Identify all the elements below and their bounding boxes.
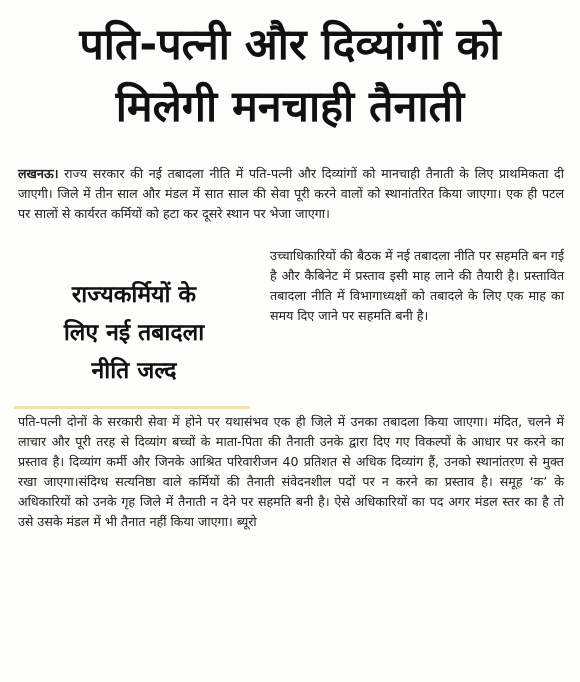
continuation-paragraph [18,412,564,532]
subheadline-line-3: नीति जल्द [91,358,177,384]
right-column-paragraph: उच्चाधिकारियों की बैठक में नई तबादला नीति पर सहमति बन गई है और कैबिनेट में प्रस्ताव इसी माह लाने की तैयारी है। प्रस्तावित तबादला नीति में विभागाध्यक्षों को तबादले के लिए एक माह का समय दिए जाने पर सहमति बनी है। [270,248,564,323]
headline-line-2: मिलेगी मनचाही तैनाती [115,82,465,132]
intro-text: राज्य सरकार की नई तबादला नीति में पति-पत्नी और दिव्यांगों को मानचाही तैनाती के लिए प्राथमिकता दी जाएगी। जिले में तीन साल और मंडल में सात साल की सेवा पूरी करने वालों को स्थानांतरित किया जाएगा। एक ही पटल पर सालों से कार्यरत कर्मियों को हटा कर दूसरे स्थान पर भेजा जाएगा। [18,166,564,221]
right-column-text [270,246,564,326]
subheadline [18,276,250,390]
subheadline-line-1: राज्यकर्मियों के [71,282,197,308]
headline [0,14,580,138]
dateline: लखनऊ। [18,166,59,181]
subheadline-rule [14,406,250,409]
continuation-text: पति-पत्नी दोनों के सरकारी सेवा में होने पर यथासंभव एक ही जिले में उनका तबादला किया जाएगा। मंदित, चलने में लाचार और पूरी तरह से दिव्यांग बच्चों के माता-पिता की तैनाती उनके द्वारा दिए गए विकल्पों के आधार पर करने का प्रस्ताव है। दिव्यांग कर्मी और जिनके आश्रित परिवारीजन 40 प्रतिशत से अधिक दिव्यांग हैं, उनको स्थानांतरण से मुक्त रखा जाएगा।संदिग्ध सत्यनिष्ठा वाले कर्मियों की तैनाती संवेदनशील पदों पर न करने का प्रस्ताव है। समूह ‘क’ के अधिकारियों को उनके गृह जिले में तैनाती न देने पर सहमति बनी है। ऐसे अधिकारियों का पद अगर मंडल स्तर का है तो उसे उसके मंडल में भी तैनात नहीं किया जाएगा। ब्यूरो [18,414,564,529]
subheadline-line-2: लिए नई तबादला [63,320,205,346]
intro-paragraph [18,164,564,224]
headline-line-1: पति-पत्नी और दिव्यांगों को [79,20,501,70]
